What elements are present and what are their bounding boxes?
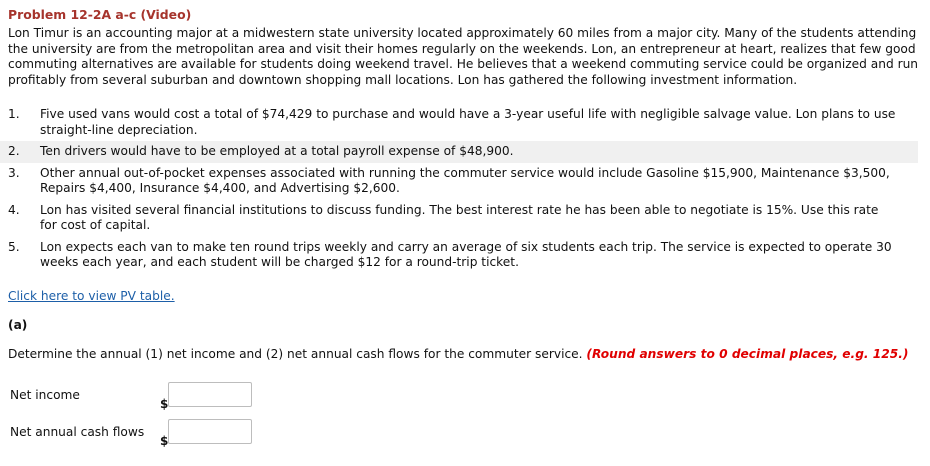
item-text: Lon expects each van to make ten round trips weekly and carry an average of six students each trip. The service is expected to operate 30 weeks each year, and each student will be charged $12 for a round-trip ticket.	[40, 239, 892, 269]
item-number: 2.	[8, 144, 20, 158]
rounding-hint: (Round answers to 0 decimal places, e.g. 125.)	[586, 347, 909, 361]
net-income-currency: $	[160, 397, 169, 411]
net-cash-flows-label: Net annual cash flows	[10, 425, 145, 439]
list-item	[0, 104, 918, 141]
item-number: 3.	[8, 165, 20, 180]
pv-table-link[interactable]: Click here to view PV table.	[8, 289, 175, 303]
item-text: Other annual out-of-pocket expenses associated with running the commuter service would include Gasoline $15,900, Maintenance $3,500, Repairs $4,400, Insurance $4,400, and Advertising $2,600.	[40, 165, 890, 195]
investment-info-list	[0, 104, 918, 274]
list-item	[0, 200, 918, 237]
item-text: Five used vans would cost a total of $74,429 to purchase and would have a 3-year useful life with negligible salvage value. Lon plans to use straight-line depreciation.	[40, 107, 896, 137]
list-item	[0, 163, 918, 200]
question-body: Determine the annual (1) net income and (2) net annual cash flows for the commuter service.	[8, 347, 583, 361]
problem-title: Problem 12-2A a-c (Video)	[8, 7, 192, 22]
question-text	[8, 347, 908, 361]
net-cash-flows-input[interactable]	[168, 419, 252, 444]
item-number: 1.	[8, 107, 20, 121]
item-number: 5.	[8, 239, 20, 254]
item-text: Ten drivers would have to be employed at a total payroll expense of $48,900.	[40, 144, 514, 158]
part-label: (a)	[8, 318, 28, 332]
item-text: Lon has visited several financial institutions to discuss funding. The best interest rate he has been able to negotiate is 15%. Use this rate for cost of capital.	[40, 202, 879, 232]
item-number: 4.	[8, 202, 20, 217]
list-item	[0, 141, 918, 163]
intro-paragraph: Lon Timur is an accounting major at a midwestern state university located approximately 60 miles from a major city. Many of the students attending the university are from the metropolitan area and visit their homes regularly on the weekends. Lon, an entrepreneur at heart, realizes that few good commuting alternatives are available for students doing weekend travel. He believes that a weekend commuting service could be organized and run profitably from several suburban and downtown shopping mall locations. Lon has gathered the following investment information.	[8, 26, 919, 87]
net-cash-flows-currency: $	[160, 434, 169, 448]
net-income-input[interactable]	[168, 382, 252, 407]
net-income-label: Net income	[10, 388, 80, 402]
list-item	[0, 237, 918, 274]
